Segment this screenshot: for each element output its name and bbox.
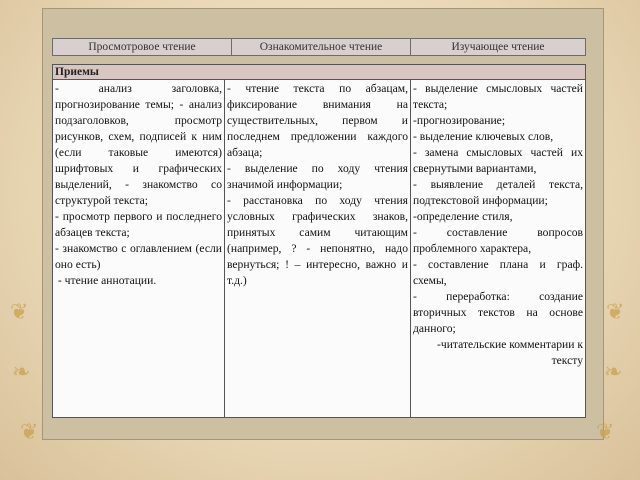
technique-item: - выделение по ходу чтения значимой информации; xyxy=(227,162,408,191)
laurel-ornament-right: ❦ xyxy=(606,300,625,325)
technique-item: - составление вопросов проблемного характера, xyxy=(413,226,583,255)
technique-item: - чтение текста по абзацам, фиксирование внимания на существительных, первом и последнем предложении каждого абзаца; xyxy=(227,82,408,159)
technique-item: - просмотр первого и последнего абзацев текста; xyxy=(55,210,222,239)
technique-item: - знакомство с оглавлением (если оно есть) xyxy=(55,242,222,271)
column-introductory xyxy=(225,80,411,417)
header-introductory-reading: Ознакомительное чтение xyxy=(232,39,411,55)
laurel-ornament-left: ❦ xyxy=(10,300,29,325)
technique-item: - переработка: создание вторичных текстов на основе данного; xyxy=(413,290,583,335)
laurel-ornament-right-3: ❦ xyxy=(596,420,615,445)
section-title: Приемы xyxy=(53,65,585,80)
techniques-table xyxy=(52,64,586,418)
technique-item: - выделение ключевых слов, xyxy=(413,130,554,143)
technique-item: -определение стиля, xyxy=(413,210,513,223)
column-scanning xyxy=(53,80,225,417)
reading-types-header xyxy=(52,38,586,56)
laurel-ornament-left-2: ❧ xyxy=(12,360,31,385)
header-scanning-reading: Просмотровое чтение xyxy=(53,39,232,55)
laurel-ornament-left-3: ❦ xyxy=(20,420,39,445)
technique-item: -прогнозирование; xyxy=(413,114,506,127)
technique-item: - выделение смысловых частей текста; xyxy=(413,82,583,111)
technique-item: - составление плана и граф. схемы, xyxy=(413,258,583,287)
technique-item: - выявление деталей текста, подтекстовой информации; xyxy=(413,178,583,207)
technique-item: - анализ заголовка, прогнозирование темы; - анализ подзаголовков, просмотр рисунков, схем, подписей к ним (если таковые имеются) шрифтовых и графических выделений, - знакомство со структурой текста; xyxy=(55,82,222,207)
column-study xyxy=(411,80,585,417)
technique-item: - расстановка по ходу чтения условных графических знаков, принятых самим читающим (например, ? - непонятно, надо вернуться; ! – интересно, важно и т.д.) xyxy=(227,194,408,287)
laurel-ornament-right-2: ❧ xyxy=(604,360,623,385)
technique-item: - замена смысловых частей их свернутыми вариантами, xyxy=(413,146,583,175)
technique-item: - чтение аннотации. xyxy=(55,274,157,287)
technique-item: -читательские комментарии к тексту xyxy=(437,338,583,367)
header-study-reading: Изучающее чтение xyxy=(451,41,545,53)
